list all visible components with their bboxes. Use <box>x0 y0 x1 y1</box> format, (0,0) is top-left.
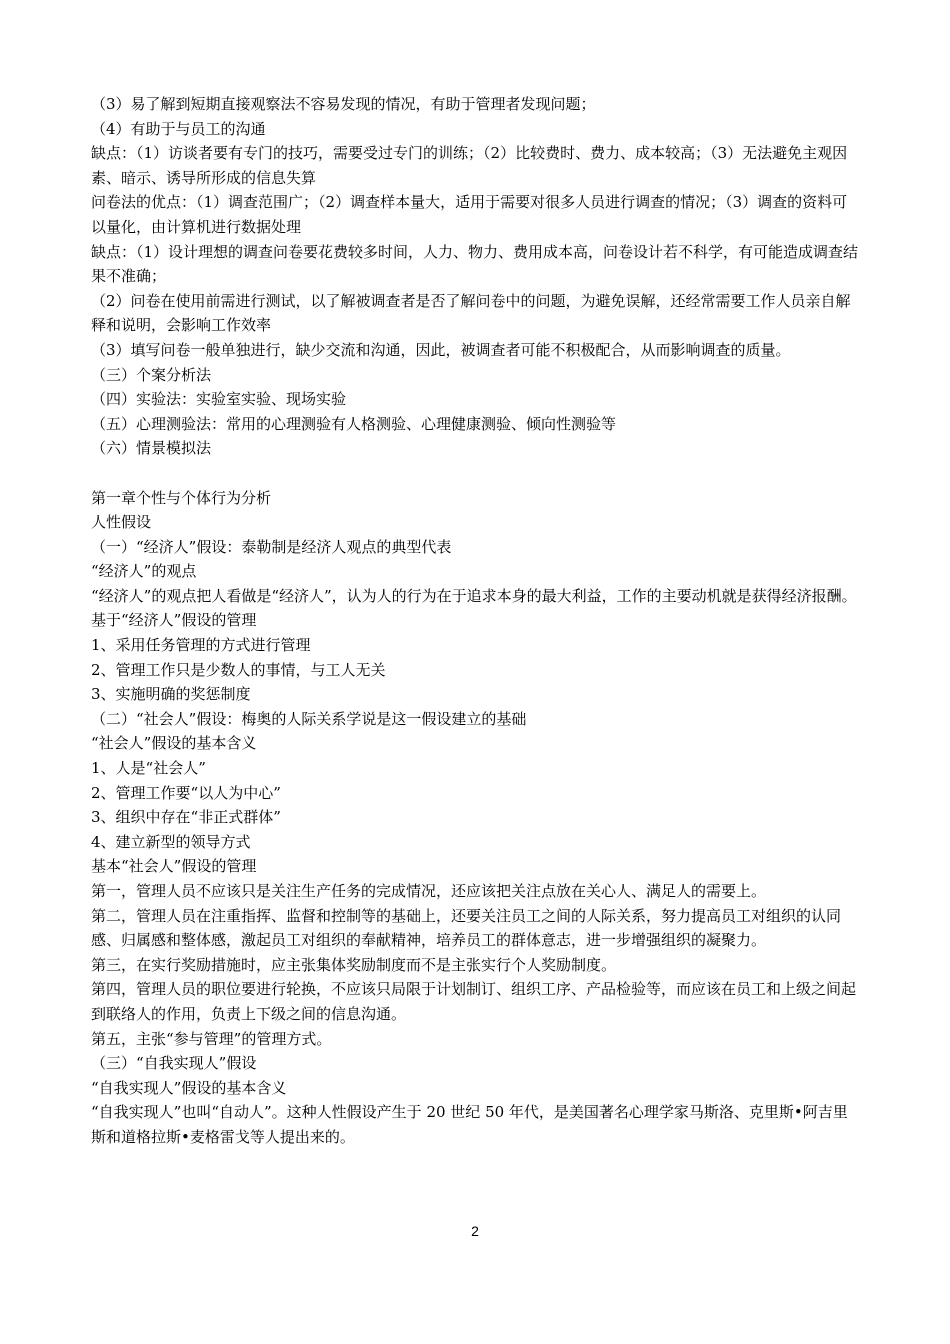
document-body <box>91 92 861 1150</box>
paragraph: （一）“经济人”假设：泰勒制是经济人观点的典型代表 <box>91 537 452 556</box>
paragraph: （二）“社会人”假设：梅奥的人际关系学说是这一假设建立的基础 <box>91 709 527 728</box>
paragraph: （2）问卷在使用前需进行测试，以了解被调查者是否了解问卷中的问题，为避免误解，还经常需要工作人员亲自解释和说明，会影响工作效率 <box>91 291 851 335</box>
paragraph: 第五，主张“参与管理”的管理方式。 <box>91 1029 332 1048</box>
paragraph: 缺点：（1）访谈者要有专门的技巧，需要受过专门的训练；（2）比较费时、费力、成本较高；（3）无法避免主观因素、暗示、诱导所形成的信息失算 <box>91 144 848 187</box>
paragraph: 1、人是“社会人” <box>91 759 206 778</box>
paragraph: （三）“自我实现人”假设 <box>91 1054 257 1073</box>
paragraph: （4）有助于与员工的沟通 <box>91 119 266 138</box>
paragraph: （六）情景模拟法 <box>91 439 212 458</box>
paragraph: 4、建立新型的领导方式 <box>91 832 251 851</box>
paragraph: 第三，在实行奖励措施时，应主张集体奖励制度而不是主张实行个人奖励制度。 <box>91 955 617 974</box>
paragraph: 1、采用任务管理的方式进行管理 <box>91 636 311 655</box>
paragraph: 第一章个性与个体行为分析 <box>91 488 272 507</box>
paragraph: 第四，管理人员的职位要进行轮换，不应该只局限于计划制订、组织工序、产品检验等，而应该在员工和上级之间起到联络人的作用，负责上下级之间的信息沟通。 <box>91 980 857 1023</box>
paragraph: 问卷法的优点：（1）调查范围广；（2）调查样本量大，适用于需要对很多人员进行调查的情况；（3）调查的资料可以量化，由计算机进行数据处理 <box>91 193 848 236</box>
paragraph: “经济人”的观点 <box>91 562 197 581</box>
paragraph: 缺点：（1）设计理想的调查问卷要花费较多时间，人力、物力、费用成本高，问卷设计若不科学，有可能造成调查结果不准确； <box>91 242 859 286</box>
paragraph: 3、实施明确的奖惩制度 <box>91 685 251 704</box>
paragraph: 2、管理工作要“以人为中心” <box>91 783 281 802</box>
paragraph: “社会人”假设的基本含义 <box>91 734 257 753</box>
paragraph: “自我实现人”假设的基本含义 <box>91 1078 287 1097</box>
paragraph: “经济人”的观点把人看做是“经济人”，认为人的行为在于追求本身的最大利益，工作的主要动机就是获得经济报酬。 <box>91 586 857 605</box>
paragraph: 第一，管理人员不应该只是关注生产任务的完成情况，还应该把关注点放在关心人、满足人的需要上。 <box>91 882 767 900</box>
paragraph: 3、组织中存在“非正式群体” <box>91 808 281 827</box>
paragraph: “自我实现人”也叫“自动人”。这种人性假设产生于 20 世纪 50 年代，是美国著名心理学家马斯洛、克里斯•阿吉里斯和道格拉斯•麦格雷戈等人提出来的。 <box>91 1103 848 1146</box>
paragraph: 基于“经济人”假设的管理 <box>91 611 257 630</box>
paragraph: 2、管理工作只是少数人的事情，与工人无关 <box>91 660 386 679</box>
paragraph: （3）易了解到短期直接观察法不容易发现的情况，有助于管理者发现问题； <box>91 95 596 113</box>
paragraph: （五）心理测验法：常用的心理测验有人格测验、心理健康测验、倾向性测验等 <box>91 414 617 433</box>
paragraph: （三）个案分析法 <box>91 365 212 384</box>
paragraph: 基本“社会人”假设的管理 <box>91 857 257 876</box>
paragraph: （四）实验法：实验室实验、现场实验 <box>91 390 347 409</box>
paragraph: 第二，管理人员在注重指挥、监督和控制等的基础上，还要关注员工之间的人际关系，努力提高员工对组织的认同感、归属感和整体感，激起员工对组织的奉献精神，培养员工的群体意志，进一步增强组织的凝聚力。 <box>91 906 842 950</box>
paragraph: （3）填写问卷一般单独进行，缺少交流和沟通，因此，被调查者可能不积极配合，从而影响调查的质量。 <box>91 340 791 359</box>
blank-line <box>91 461 861 486</box>
page-number: 2 <box>471 1223 479 1239</box>
paragraph: 人性假设 <box>91 513 152 532</box>
